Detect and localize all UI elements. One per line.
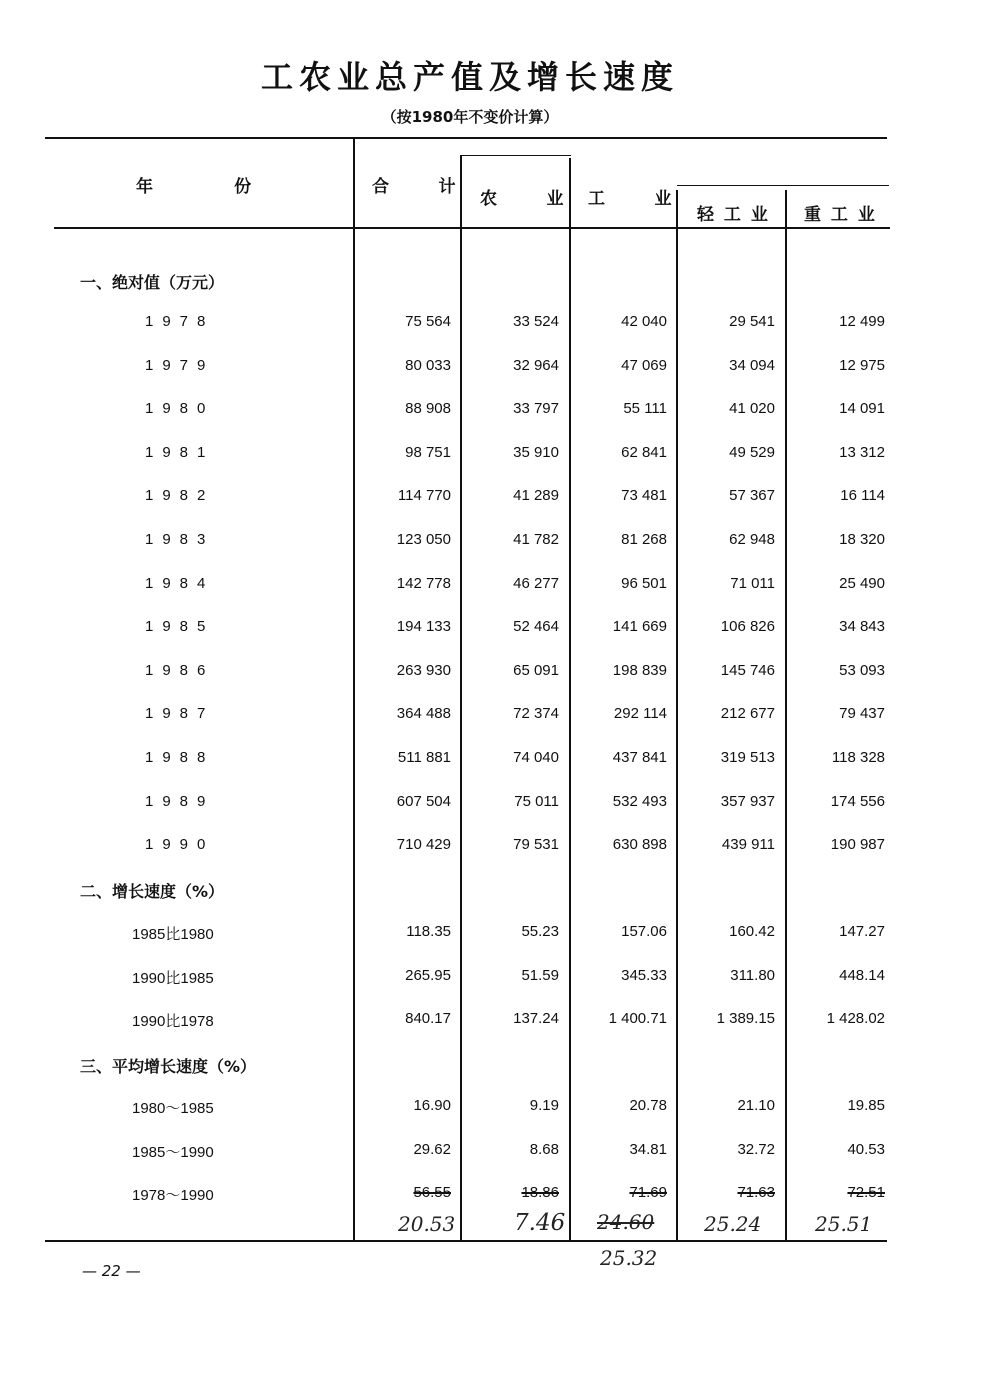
cell-agri: 9.19	[529, 1097, 559, 1114]
cell-ind: 345.33	[621, 966, 667, 984]
top-rule	[45, 137, 887, 139]
cell-agri: 41 782	[513, 531, 559, 548]
cell-total: 29.62	[413, 1140, 451, 1158]
cell-total: 88 908	[405, 400, 451, 418]
cell-ind: 73 481	[621, 487, 667, 505]
cell-light: 71 011	[730, 574, 775, 592]
cell-total: 16.90	[413, 1097, 451, 1114]
cell-total: 263 930	[396, 661, 451, 679]
cell-ind: 47 069	[621, 356, 667, 374]
cell-ind: 20.78	[629, 1097, 667, 1114]
cell-light: 311.80	[730, 966, 775, 984]
cell-light: 106 826	[720, 618, 775, 636]
cell-light: 32.72	[737, 1140, 775, 1158]
cell-heavy: 40.53	[847, 1140, 885, 1158]
row-year: 1988	[145, 749, 215, 766]
handwritten-heavy: 25.51	[815, 1212, 873, 1236]
cell-light: 160.42	[729, 923, 775, 940]
handwritten-industry-struck: 24.60	[597, 1210, 655, 1234]
header-year: 年 份	[136, 177, 254, 197]
handwritten-agri: 7.46	[514, 1210, 566, 1236]
cell-total: 710 429	[396, 836, 451, 854]
cell-agri: 79 531	[513, 836, 559, 854]
cell-heavy: 19.85	[847, 1097, 885, 1114]
page-number: — 22 —	[82, 1262, 141, 1280]
subheader-rule-agri	[461, 155, 571, 156]
cell-heavy: 79 437	[839, 705, 885, 723]
cell-light: 21.10	[737, 1097, 775, 1114]
cell-light: 439 911	[721, 836, 775, 854]
cell-ind: 532 493	[612, 792, 667, 810]
cell-heavy: 53 093	[839, 661, 885, 679]
cell-ind: 71.69	[629, 1184, 667, 1201]
cell-ind: 1 400.71	[608, 1010, 667, 1027]
cell-ind: 157.06	[621, 923, 667, 940]
cell-agri: 32 964	[513, 356, 559, 374]
row-year: 1986	[145, 661, 215, 679]
cell-total: 118.35	[406, 923, 451, 940]
cell-ind: 55 111	[623, 400, 667, 418]
row-year: 1978	[145, 313, 215, 330]
subheader-rule-light-heavy	[677, 185, 889, 186]
cell-total: 194 133	[396, 618, 451, 636]
section-average: 三、平均增长速度（%）	[80, 1057, 257, 1076]
cell-ind: 630 898	[612, 836, 667, 854]
cell-agri: 8.68	[529, 1140, 559, 1158]
row-label: 1990比1985	[132, 969, 214, 987]
row-label: 1985～1990	[132, 1143, 214, 1161]
page-subtitle: （按1980年不变价计算）	[381, 108, 559, 126]
cell-ind: 198 839	[612, 661, 667, 679]
row-label: 1980～1985	[132, 1100, 214, 1117]
header-bottom-rule	[54, 227, 890, 229]
cell-light: 212 677	[720, 705, 775, 723]
cell-agri: 51.59	[521, 966, 559, 984]
cell-light: 34 094	[729, 356, 775, 374]
row-year: 1985	[145, 618, 215, 636]
header-agriculture: 农 业	[480, 189, 566, 209]
row-year: 1981	[145, 443, 215, 461]
column-divider	[785, 190, 787, 1240]
cell-agri: 74 040	[513, 749, 559, 766]
section-growth: 二、增长速度（%）	[80, 882, 225, 901]
cell-light: 57 367	[729, 487, 775, 505]
cell-light: 1 389.15	[716, 1010, 775, 1027]
cell-agri: 55.23	[521, 923, 559, 940]
cell-total: 75 564	[405, 313, 451, 330]
cell-light: 29 541	[729, 313, 775, 330]
cell-heavy: 25 490	[839, 574, 885, 592]
cell-light: 145 746	[720, 661, 775, 679]
cell-agri: 52 464	[513, 618, 559, 636]
cell-total: 265.95	[405, 966, 451, 984]
cell-total: 511 881	[397, 749, 451, 766]
cell-light: 62 948	[729, 531, 775, 548]
header-heavy-industry: 重 工 业	[804, 205, 877, 225]
cell-agri: 35 910	[513, 443, 559, 461]
cell-light: 71.63	[737, 1184, 775, 1201]
header-light-industry: 轻 工 业	[697, 205, 770, 225]
page-title: 工农业总产值及增长速度	[260, 58, 679, 96]
cell-total: 364 488	[396, 705, 451, 723]
header-industry: 工 业	[588, 189, 674, 209]
row-label: 1990比1978	[132, 1013, 214, 1030]
bottom-rule	[45, 1240, 887, 1242]
cell-agri: 18.86	[521, 1184, 559, 1201]
cell-heavy: 12 975	[839, 356, 885, 374]
cell-ind: 141 669	[612, 618, 667, 636]
cell-heavy: 72.51	[847, 1184, 885, 1201]
cell-ind: 34.81	[629, 1140, 667, 1158]
cell-agri: 75 011	[514, 792, 559, 810]
row-year: 1989	[145, 792, 215, 810]
cell-agri: 33 524	[513, 313, 559, 330]
cell-heavy: 16 114	[840, 487, 885, 505]
cell-total: 98 751	[405, 443, 451, 461]
cell-agri: 65 091	[513, 661, 559, 679]
cell-ind: 42 040	[621, 313, 667, 330]
cell-ind: 81 268	[621, 531, 667, 548]
row-label: 1985比1980	[132, 926, 214, 943]
row-year: 1980	[145, 400, 215, 418]
cell-heavy: 118 328	[831, 749, 885, 766]
handwritten-light: 25.24	[704, 1212, 762, 1236]
column-divider	[353, 137, 355, 1240]
cell-heavy: 13 312	[839, 443, 885, 461]
cell-light: 49 529	[729, 443, 775, 461]
cell-agri: 41 289	[513, 487, 559, 505]
cell-light: 319 513	[720, 749, 775, 766]
cell-total: 56.55	[413, 1184, 451, 1201]
cell-ind: 62 841	[621, 443, 667, 461]
cell-ind: 292 114	[613, 705, 667, 723]
cell-total: 607 504	[396, 792, 451, 810]
row-year: 1987	[145, 705, 215, 723]
cell-heavy: 12 499	[839, 313, 885, 330]
cell-light: 357 937	[720, 792, 775, 810]
cell-heavy: 190 987	[830, 836, 885, 854]
cell-heavy: 174 556	[830, 792, 885, 810]
row-year: 1982	[145, 487, 215, 505]
cell-agri: 33 797	[513, 400, 559, 418]
cell-heavy: 448.14	[839, 966, 885, 984]
column-divider	[460, 155, 462, 1240]
header-total: 合 计	[372, 177, 458, 197]
section-absolute: 一、绝对值（万元）	[80, 273, 225, 292]
row-year: 1983	[145, 531, 215, 548]
cell-agri: 46 277	[513, 574, 559, 592]
handwritten-total: 20.53	[398, 1212, 456, 1236]
row-label: 1978～1990	[132, 1187, 214, 1204]
column-divider	[676, 190, 678, 1240]
row-year: 1979	[145, 356, 215, 374]
cell-agri: 72 374	[513, 705, 559, 723]
cell-agri: 137.24	[513, 1010, 559, 1027]
cell-total: 142 778	[396, 574, 451, 592]
cell-light: 41 020	[729, 400, 775, 418]
handwritten-industry-correction: 25.32	[600, 1246, 658, 1270]
cell-heavy: 34 843	[839, 618, 885, 636]
cell-heavy: 18 320	[839, 531, 885, 548]
cell-ind: 437 841	[612, 749, 667, 766]
cell-heavy: 14 091	[839, 400, 885, 418]
cell-total: 114 770	[397, 487, 451, 505]
column-divider	[569, 158, 571, 1240]
cell-heavy: 147.27	[839, 923, 885, 940]
row-year: 1984	[145, 574, 215, 592]
cell-heavy: 1 428.02	[826, 1010, 885, 1027]
cell-total: 123 050	[396, 531, 451, 548]
cell-total: 80 033	[405, 356, 451, 374]
cell-total: 840.17	[405, 1010, 451, 1027]
cell-ind: 96 501	[621, 574, 667, 592]
row-year: 1990	[145, 836, 215, 854]
